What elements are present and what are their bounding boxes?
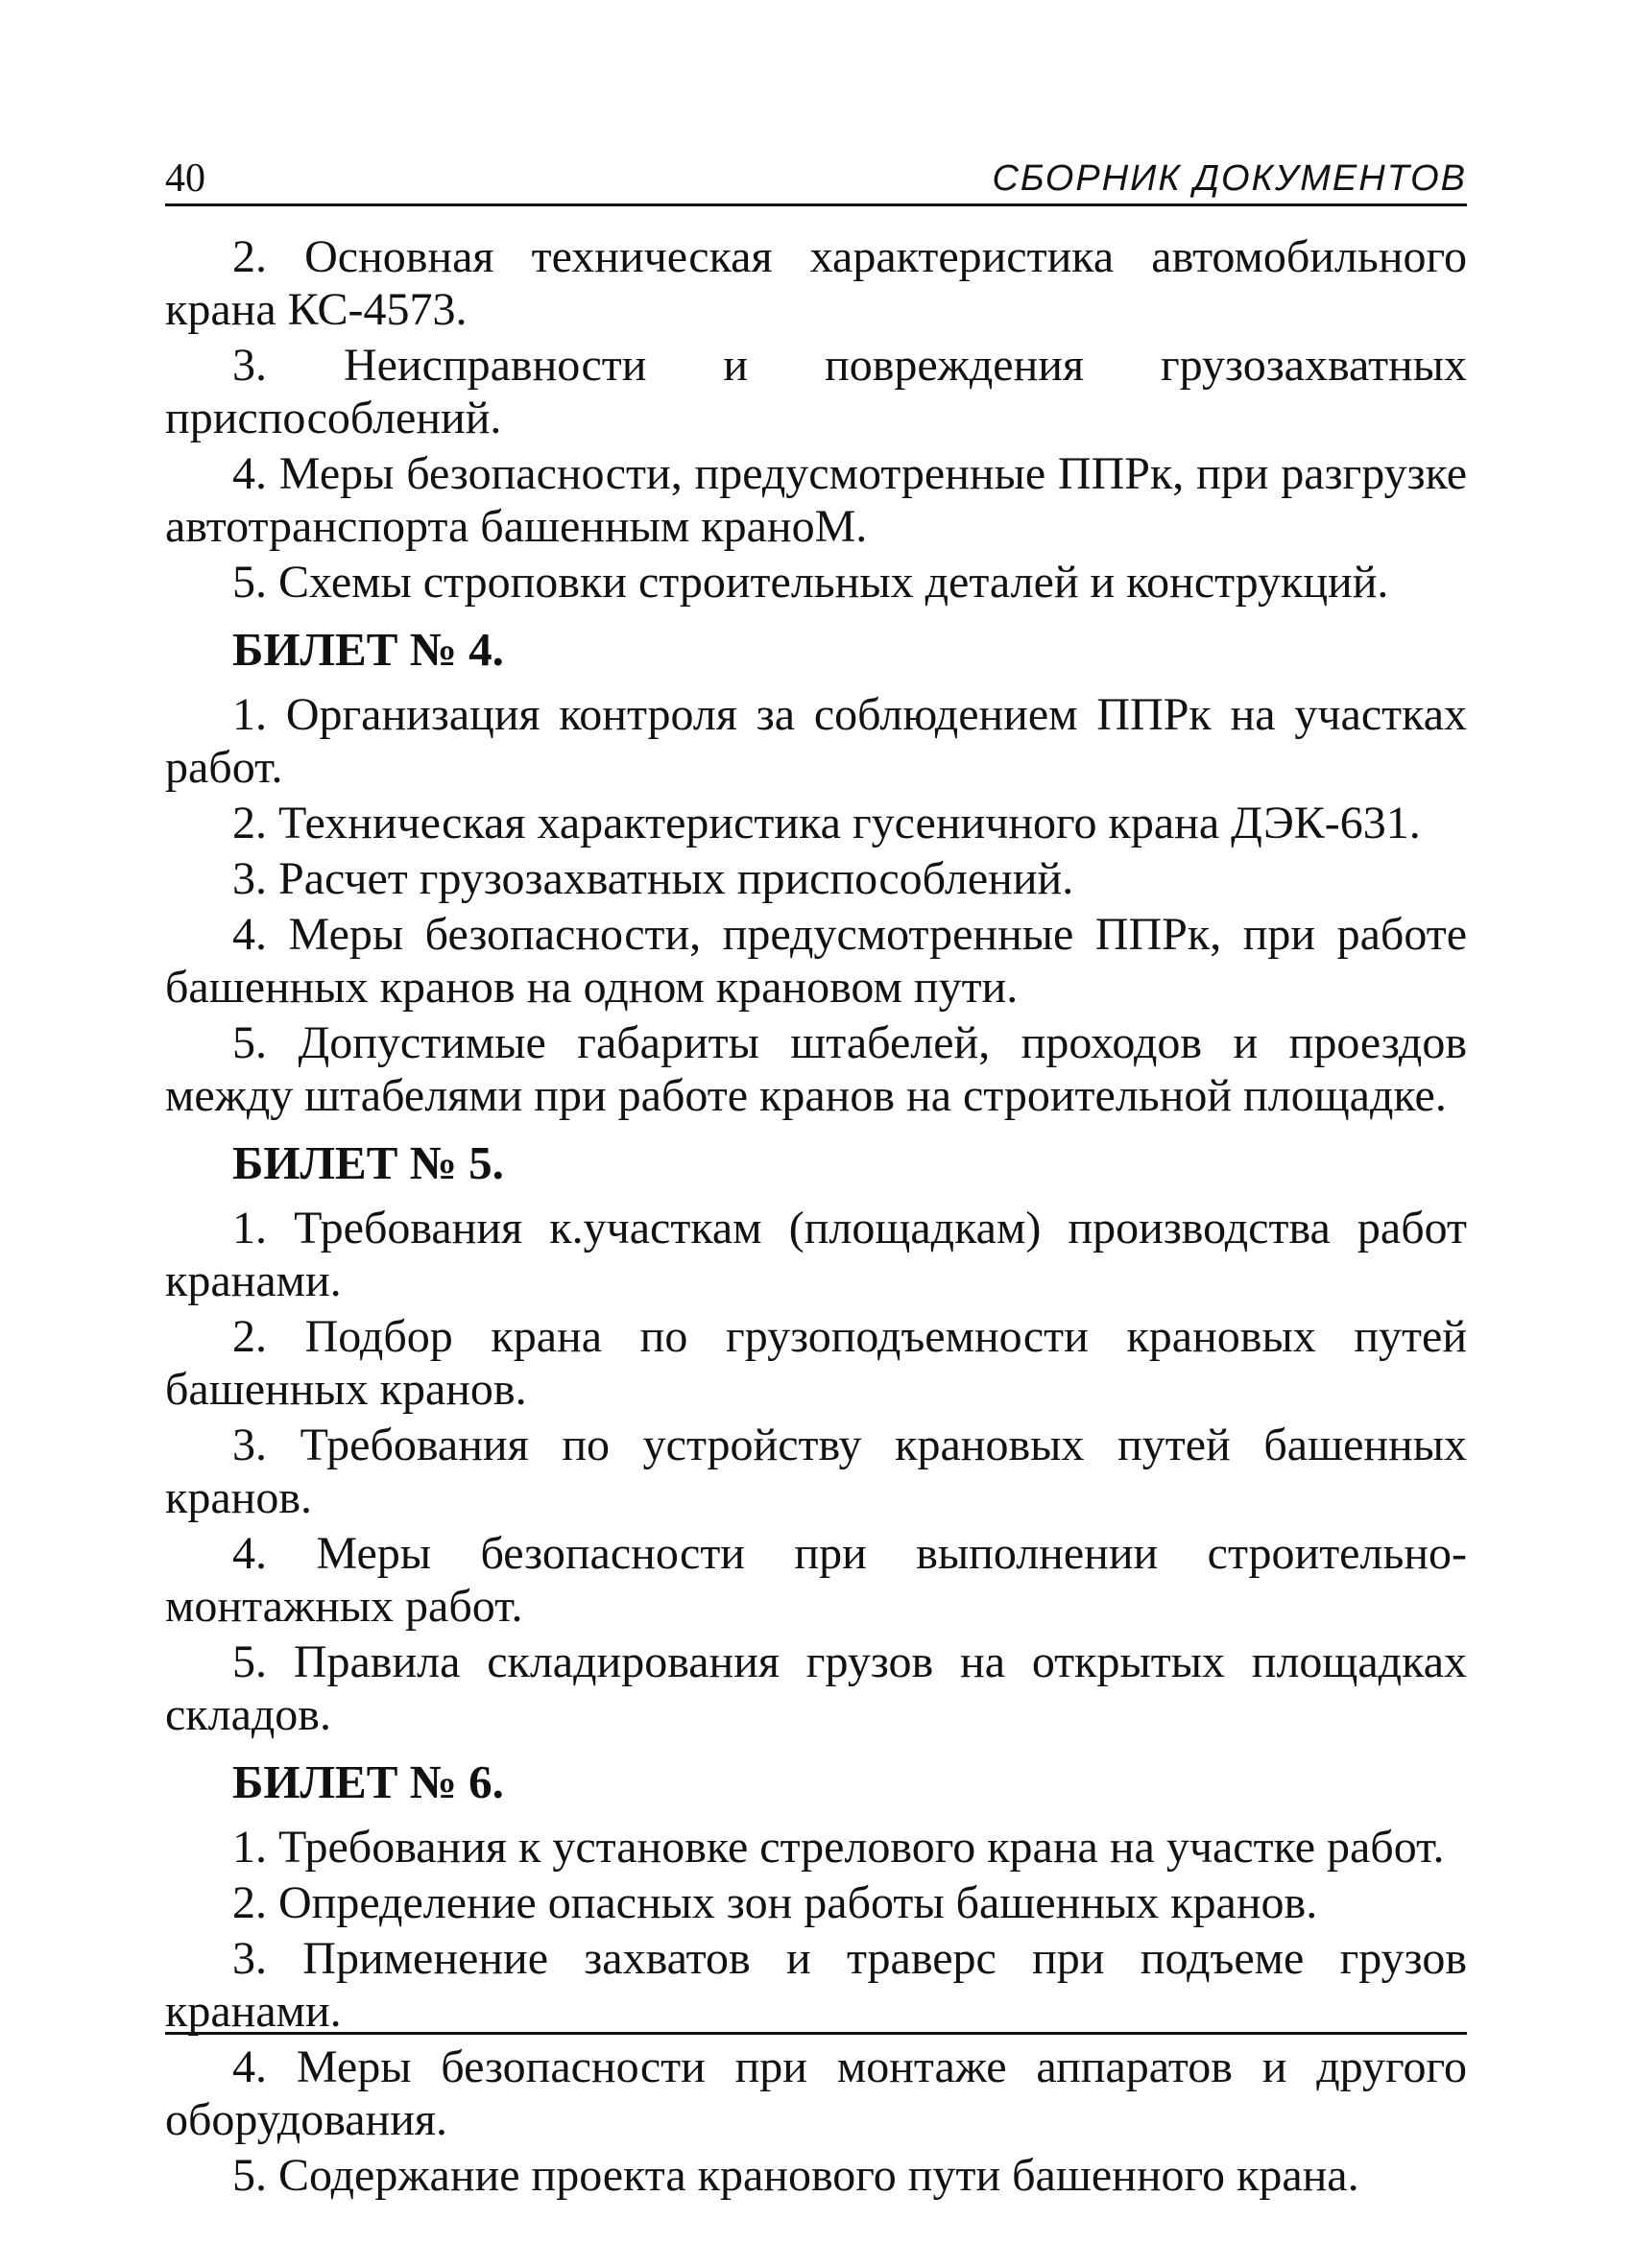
running-title: СБОРНИК ДОКУМЕНТОВ bbox=[992, 158, 1467, 199]
list-item: 1. Требования к.участкам (площадкам) производства работ кранами. bbox=[165, 1203, 1467, 1306]
ticket-heading: БИЛЕТ № 6. bbox=[232, 1755, 504, 1808]
list-item: 5. Допустимые габариты штабелей, проходов и проездов между штабелями при работе кранов на строительной площадке. bbox=[165, 1017, 1467, 1121]
list-item: 3. Расчет грузозахватных приспособлений. bbox=[232, 853, 1074, 904]
list-item: 2. Основная техническая характеристика автомобильного крана КС-4573. bbox=[165, 231, 1467, 335]
list-item: 4. Меры безопасности, предусмотренные ППРк, при разгрузке автотранспорта башенным краноМ. bbox=[165, 448, 1467, 552]
list-item: 5. Правила складирования грузов на открытых площадках складов. bbox=[165, 1636, 1467, 1740]
list-item: 4. Меры безопасности при монтаже аппаратов и другого оборудования. bbox=[165, 2041, 1467, 2145]
list-item: 2. Подбор крана по грузоподъемности крановых путей башенных кранов. bbox=[165, 1311, 1467, 1415]
footer-divider bbox=[165, 2032, 1467, 2035]
ticket-4-section bbox=[165, 622, 1467, 1122]
list-item: 3. Неисправности и повреждения грузозахватных приспособлений. bbox=[165, 340, 1467, 443]
list-item: 5. Содержание проекта кранового пути башенного крана. bbox=[232, 2150, 1359, 2201]
list-item: 1. Организация контроля за соблюдением ППРк на участках работ. bbox=[165, 689, 1467, 793]
list-item: 3. Применение захватов и траверс при подъеме грузов кранами. bbox=[165, 1933, 1467, 2037]
list-item: 3. Требования по устройству крановых путей башенных кранов. bbox=[165, 1420, 1467, 1523]
list-item: 1. Требования к установке стрелового крана на участке работ. bbox=[232, 1822, 1445, 1873]
list-item: 2. Техническая характеристика гусеничного крана ДЭК-631. bbox=[232, 798, 1421, 848]
ticket-heading: БИЛЕТ № 5. bbox=[232, 1136, 504, 1189]
ticket-6-section bbox=[165, 1755, 1467, 2202]
list-item: 4. Меры безопасности при выполнении строительно-монтажных работ. bbox=[165, 1528, 1467, 1632]
list-item: 2. Определение опасных зон работы башенных кранов. bbox=[232, 1877, 1318, 1928]
page-content bbox=[165, 230, 1467, 2205]
page-number: 40 bbox=[165, 156, 205, 201]
list-item: 5. Схемы строповки строительных деталей и конструкций. bbox=[232, 557, 1389, 608]
page-header bbox=[165, 154, 1467, 206]
ticket-heading: БИЛЕТ № 4. bbox=[232, 623, 504, 676]
ticket-5-section bbox=[165, 1135, 1467, 1741]
list-item: 4. Меры безопасности, предусмотренные ППРк, при работе башенных кранов на одном крановом пути. bbox=[165, 909, 1467, 1013]
